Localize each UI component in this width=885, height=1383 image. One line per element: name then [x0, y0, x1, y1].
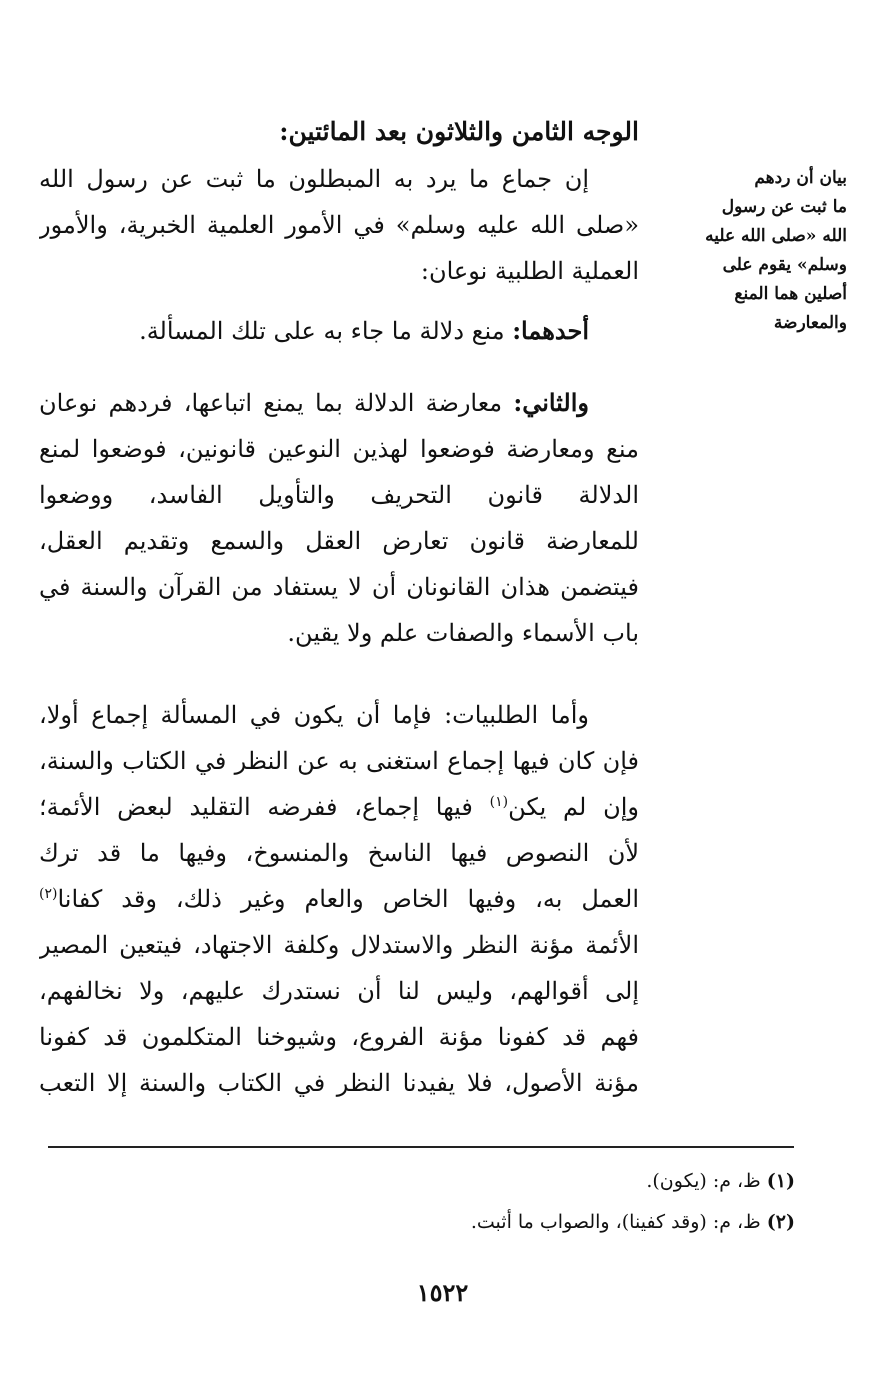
margin-note-line: الله «صلى الله عليه: [705, 226, 847, 246]
margin-note-line: والمعارضة: [773, 313, 847, 333]
text-line: [39, 308, 639, 354]
footnote-number: (١): [766, 1170, 795, 1192]
text-line: باب الأسماء والصفات علم ولا يقين.: [287, 619, 639, 647]
footnote-number: (٢): [766, 1211, 795, 1233]
footnote-text: ظ، م: (وقد كفينا)، والصواب ما أثبت.: [470, 1211, 761, 1233]
text-fragment: وإن لم يكن: [508, 793, 639, 821]
paragraph-second: [39, 380, 639, 656]
margin-note-line: ما ثبت عن رسول: [721, 197, 847, 217]
text-line: الدلالة قانون التحريف والتأويل الفاسد، ووضعوا: [39, 481, 639, 509]
paragraph-intro: [39, 156, 639, 294]
margin-note-line: بيان أن ردهم: [754, 168, 847, 188]
footnote-text: ظ، م: (يكون).: [646, 1170, 761, 1192]
text-line: فإن كان فيها إجماع استغنى به عن النظر في الكتاب والسنة،: [39, 747, 639, 775]
text-line: [39, 784, 639, 830]
text-line: [39, 380, 639, 426]
text-line: مؤنة الأصول، فلا يفيدنا النظر في الكتاب والسنة إلا التعب: [39, 1069, 639, 1097]
first-label: أحدهما:: [512, 316, 589, 345]
second-text: معارضة الدلالة بما يمنع اتباعها، فردهم نوعان: [39, 389, 514, 417]
margin-note-line: وسلم» يقوم على: [722, 255, 847, 275]
text-line: «صلى الله عليه وسلم» في الأمور العلمية الخبرية، والأمور: [39, 211, 639, 239]
footnote: [95, 1204, 795, 1240]
section-heading: الوجه الثامن والثلاثون بعد المائتين:: [279, 117, 639, 146]
text-line: [39, 876, 639, 922]
footnote-divider: [48, 1146, 794, 1148]
text-line: منع ومعارضة فوضعوا لهذين النوعين قانونين، فوضعوا لمنع: [39, 435, 639, 463]
text-line: إلى أقوالهم، وليس لنا أن نستدرك عليهم، ولا نخالفهم،: [39, 977, 639, 1005]
first-text: منع دلالة ما جاء به على تلك المسألة.: [139, 317, 513, 345]
second-label: والثاني:: [513, 388, 589, 417]
paragraph-first: [39, 308, 639, 354]
text-fragment: فيها إجماع، ففرضه التقليد لبعض الأئمة؛: [39, 793, 490, 821]
text-fragment: العمل به، وفيها الخاص والعام وغير ذلك، وقد كفانا: [57, 885, 639, 913]
text-line: العملية الطلبية نوعان:: [420, 257, 639, 285]
margin-note-line: أصلين هما المنع: [734, 284, 847, 304]
text-line: إن جماع ما يرد به المبطلون ما ثبت عن رسول الله: [39, 165, 590, 193]
footnote: [95, 1163, 795, 1199]
text-line: فيتضمن هذان القانونان أن لا يستفاد من القرآن والسنة في: [39, 573, 639, 601]
page-number: ١٥٢٢: [416, 1278, 469, 1307]
text-line: وأما الطلبيات: فإما أن يكون في المسألة إجماع أولا،: [39, 701, 589, 729]
text-line: لأن النصوص فيها الناسخ والمنسوخ، وفيها ما قد ترك: [39, 839, 639, 867]
margin-note: [697, 164, 847, 338]
paragraph-third: [39, 692, 639, 1106]
footnote-ref: (١): [489, 794, 509, 810]
text-line: فهم قد كفونا مؤنة الفروع، وشيوخنا المتكلمون قد كفونا: [39, 1023, 639, 1051]
text-line: للمعارضة قانون تعارض العقل والسمع وتقديم العقل،: [39, 527, 639, 555]
footnote-ref: (٢): [39, 886, 58, 902]
text-line: الأئمة مؤنة النظر والاستدلال وكلفة الاجتهاد، فيتعين المصير: [39, 931, 639, 959]
